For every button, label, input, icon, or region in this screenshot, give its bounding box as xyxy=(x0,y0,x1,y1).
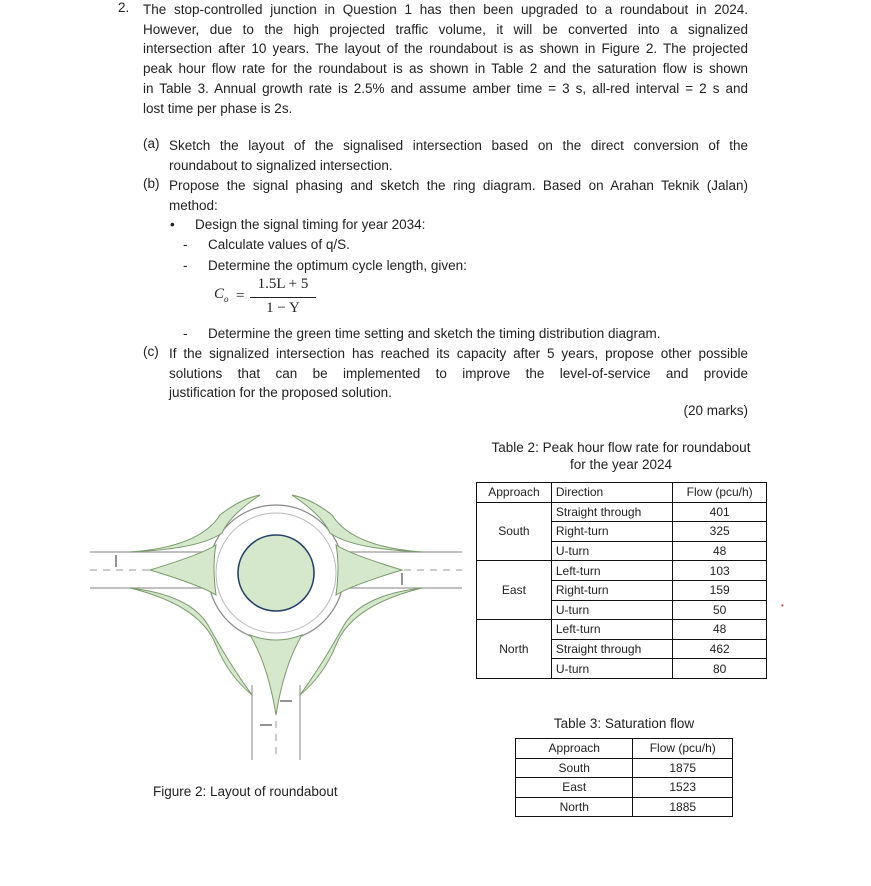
table-row xyxy=(477,483,767,503)
part-a-line: roundabout to signalized intersection. xyxy=(169,157,393,173)
table-row xyxy=(516,758,733,778)
paragraph-line: in Table 3. Annual growth rate is 2.5% and assume amber time = 3 s, all-red interval = 2 s and xyxy=(143,80,748,96)
direction-cell: Straight through xyxy=(551,639,672,659)
table3-caption: Table 3: Saturation flow xyxy=(553,716,695,731)
flow-cell: 48 xyxy=(673,620,767,640)
roundabout-figure xyxy=(90,485,470,765)
flow-cell: 103 xyxy=(673,561,767,581)
header-cell: Approach xyxy=(477,483,552,503)
direction-cell: Right-turn xyxy=(551,522,672,542)
direction-cell: Left-turn xyxy=(551,620,672,640)
flow-cell: 1523 xyxy=(633,778,733,798)
part-c-label: (c) xyxy=(143,344,159,359)
paragraph-line: peak hour flow rate for the roundabout is as shown in Table 2 and the saturation flow is shown xyxy=(143,61,748,77)
part-a-line: Sketch the layout of the signalised intersection based on the direct conversion of the xyxy=(169,138,748,153)
south-splitter-island xyxy=(250,635,302,715)
part-b-dash-1: Calculate values of q/S. xyxy=(208,237,350,252)
flow-cell: 462 xyxy=(673,639,767,659)
marks-label: (20 marks) xyxy=(683,403,748,418)
part-c-text xyxy=(169,344,748,403)
flow-cell: 80 xyxy=(673,659,767,679)
approach-cell: South xyxy=(516,758,633,778)
part-b-text xyxy=(169,176,748,215)
formula-sub: o xyxy=(224,294,229,304)
table-row xyxy=(516,739,733,759)
flow-cell: 325 xyxy=(673,522,767,542)
paragraph-line: lost time per phase is 2s. xyxy=(143,100,293,116)
table3 xyxy=(515,738,733,817)
part-b-dash-2: Determine the optimum cycle length, given: xyxy=(208,258,467,273)
table-row xyxy=(516,797,733,817)
part-b-line: Propose the signal phasing and sketch the ring diagram. Based on Arahan Teknik (Jalan) xyxy=(169,178,748,193)
table-row xyxy=(477,620,767,640)
header-cell: Flow (pcu/h) xyxy=(673,483,767,503)
formula-lhs xyxy=(214,286,229,304)
part-b-dash-3: Determine the green time setting and sketch the timing distribution diagram. xyxy=(208,326,661,341)
header-cell: Direction xyxy=(551,483,672,503)
header-cell: Flow (pcu/h) xyxy=(633,739,733,759)
part-c-line: solutions that can be implemented to improve the level-of-service and provide xyxy=(169,365,748,381)
direction-cell: U-turn xyxy=(551,659,672,679)
formula-numerator: 1.5L + 5 xyxy=(257,276,309,292)
stray-mark-icon: • xyxy=(781,601,784,610)
bullet-dot-icon: • xyxy=(170,217,175,232)
approach-cell: North xyxy=(516,797,633,817)
direction-cell: U-turn xyxy=(551,600,672,620)
formula-c: C xyxy=(214,286,225,302)
table2-caption-line: Table 2: Peak hour flow rate for roundabout xyxy=(491,440,751,455)
part-c-line: If the signalized intersection has reached its capacity after 5 years, propose other possible xyxy=(169,346,748,361)
dash-icon: - xyxy=(183,258,188,273)
approach-cell: East xyxy=(477,561,552,620)
flow-cell: 401 xyxy=(673,502,767,522)
flow-cell: 1875 xyxy=(633,758,733,778)
formula-fraction-bar xyxy=(250,297,316,298)
header-cell: Approach xyxy=(516,739,633,759)
table2 xyxy=(476,482,767,679)
part-c-line: justification for the proposed solution. xyxy=(169,385,392,401)
figure-caption: Figure 2: Layout of roundabout xyxy=(153,784,338,799)
direction-cell: Right-turn xyxy=(551,580,672,600)
part-b-line: method: xyxy=(169,197,218,213)
part-a-text xyxy=(169,136,748,175)
part-a-label: (a) xyxy=(143,136,160,151)
direction-cell: Straight through xyxy=(551,502,672,522)
approach-cell: South xyxy=(477,502,552,561)
part-b-label: (b) xyxy=(143,176,160,191)
direction-cell: Left-turn xyxy=(551,561,672,581)
table2-caption-line: for the year 2024 xyxy=(569,457,673,472)
paragraph-line: intersection after 10 years. The layout of the roundabout is as shown in Figure 2. The projected xyxy=(143,41,748,57)
table-row xyxy=(477,561,767,581)
flow-cell: 50 xyxy=(673,600,767,620)
flow-cell: 48 xyxy=(673,541,767,561)
central-island xyxy=(238,535,314,611)
dash-icon: - xyxy=(183,237,188,252)
table-row xyxy=(516,778,733,798)
part-b-bullet: Design the signal timing for year 2034: xyxy=(195,217,426,232)
formula-denominator: 1 − Y xyxy=(266,300,300,316)
formula-equals: = xyxy=(236,288,245,304)
dash-icon: - xyxy=(183,326,188,341)
flow-cell: 159 xyxy=(673,580,767,600)
approach-cell: East xyxy=(516,778,633,798)
table2-caption xyxy=(476,440,766,472)
paragraph-line: The stop-controlled junction in Question 1 has then been upgraded to a roundabout in 2024. xyxy=(143,2,748,17)
flow-cell: 1885 xyxy=(633,797,733,817)
approach-cell: North xyxy=(477,620,552,679)
question-paragraph xyxy=(143,0,748,118)
paragraph-line: However, due to the high projected traffic volume, it will be converted into a signalized xyxy=(143,21,748,37)
table-row xyxy=(477,502,767,522)
question-number: 2. xyxy=(118,0,130,15)
direction-cell: U-turn xyxy=(551,541,672,561)
